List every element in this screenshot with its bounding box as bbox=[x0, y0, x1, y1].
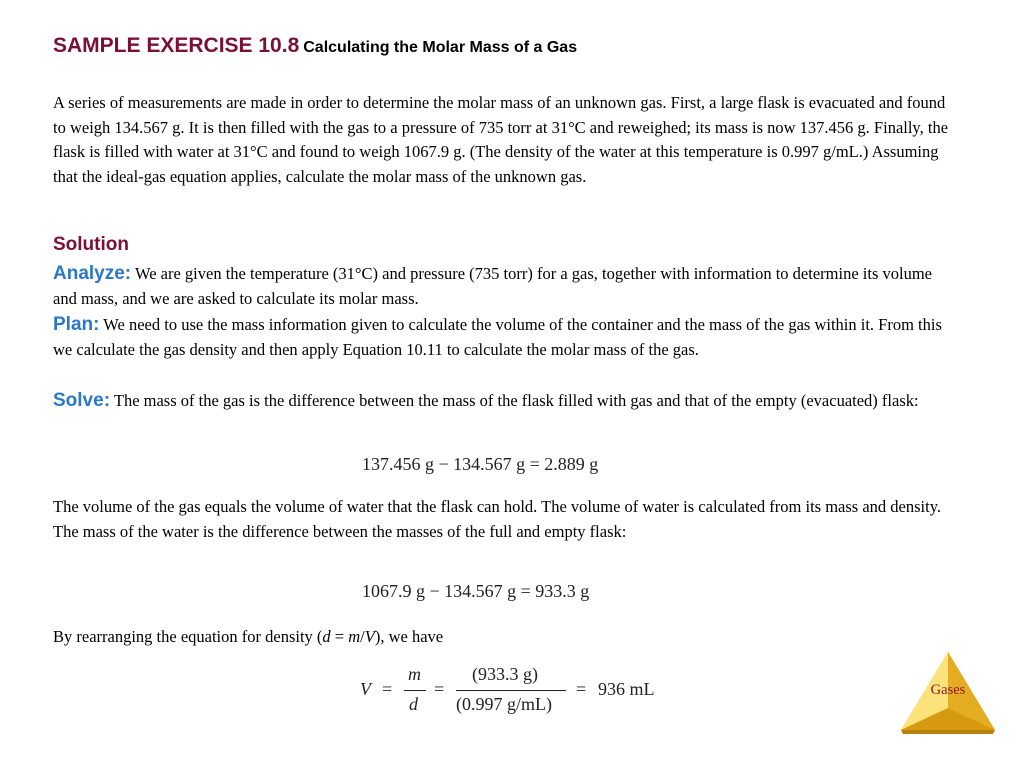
plan-paragraph bbox=[53, 313, 958, 362]
analyze-label: Analyze: bbox=[53, 263, 132, 284]
equals-sign-1: = bbox=[382, 679, 393, 699]
volume-result: 936 mL bbox=[598, 679, 655, 699]
solve-text: The mass of the gas is the difference between the mass of the flask filled with gas and that of the empty (evacuated) flask: bbox=[113, 391, 919, 410]
density-intro-end: ), we have bbox=[374, 627, 444, 646]
density-equals: = bbox=[330, 627, 349, 646]
analyze-text: We are given the temperature (31°C) and pressure (735 torr) for a gas, together with information to determine its volume and mass, and we are asked to calculate its molar mass. bbox=[53, 264, 932, 308]
fraction1-numerator: m bbox=[408, 664, 421, 684]
volume-symbol: V bbox=[360, 679, 371, 699]
equation-volume bbox=[360, 662, 680, 718]
exercise-title bbox=[53, 34, 577, 58]
analyze-paragraph bbox=[53, 262, 958, 311]
solve-paragraph bbox=[53, 389, 958, 414]
fraction1-bar bbox=[404, 690, 426, 691]
equals-sign-3: = bbox=[576, 679, 587, 699]
fraction2-denominator: (0.997 g/mL) bbox=[456, 694, 552, 714]
density-symbol-m: m bbox=[348, 627, 361, 646]
problem-statement: A series of measurements are made in order to determine the molar mass of an unknown gas. First, a large flask is evacuated and found to weigh 134.567 g. It is then filled with the gas to a pressure of 735 torr at 31°C and reweighed; its mass is now 137.456 g. Finally, the flask is filled with water at 31°C and found to weigh 1067.9 g. (The density of the water at this temperature is 0.997 g/mL.) Assuming that the ideal-gas equation applies, calculate the molar mass of the unknown gas. bbox=[53, 93, 949, 186]
solve-label: Solve: bbox=[53, 390, 111, 411]
solution-heading: Solution bbox=[53, 234, 129, 255]
density-symbol-d: d bbox=[322, 627, 331, 646]
exercise-subtitle: Calculating the Molar Mass of a Gas bbox=[303, 39, 578, 56]
volume-paragraph: The volume of the gas equals the volume of water that the flask can hold. The volume of water is calculated from its mass and density. The mass of the water is the difference between the masses of the full and empty flask: bbox=[53, 497, 941, 541]
fraction1-denominator: d bbox=[409, 694, 418, 714]
equation-gas-mass: 137.456 g − 134.567 g = 2.889 g bbox=[362, 454, 599, 474]
equation-water-mass: 1067.9 g − 134.567 g = 933.3 g bbox=[362, 581, 590, 601]
equals-sign-2: = bbox=[434, 679, 445, 699]
fraction2-bar bbox=[456, 690, 566, 691]
density-slash: / bbox=[360, 627, 365, 646]
exercise-number: SAMPLE EXERCISE 10.8 bbox=[53, 34, 300, 57]
density-intro bbox=[53, 625, 958, 650]
gases-label: Gases bbox=[930, 682, 966, 698]
plan-text: We need to use the mass information given to calculate the volume of the container and the mass of the gas within it. From this we calculate the gas density and then apply Equation 10.11 to calculate the molar mass of the gas. bbox=[53, 315, 942, 359]
density-intro-start: By rearranging the equation for density ( bbox=[53, 627, 323, 646]
plan-label: Plan: bbox=[53, 314, 100, 335]
density-symbol-v: V bbox=[364, 627, 375, 646]
fraction2-numerator: (933.3 g) bbox=[472, 664, 538, 684]
